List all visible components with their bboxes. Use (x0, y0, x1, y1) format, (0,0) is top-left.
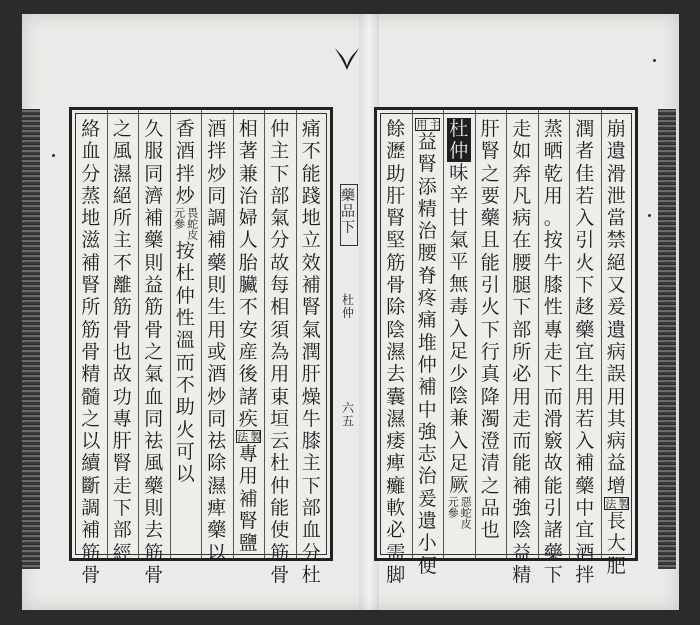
center-page-number: 六 五 (341, 401, 354, 428)
center-section: 杜 仲 (341, 293, 354, 320)
left-column-4: 酒 拌 炒 同 調 補 藥 則 生 用 或 酒 炒 同 祛 除 濕 痺 藥 以 (207, 118, 227, 564)
left-column-6: 久 服 同 濟 補 藥 則 益 筋 骨 之 氣 血 同 祛 風 藥 則 去 筋 骨 (144, 118, 164, 586)
right-column-2: 潤 者 佳 若 入 引 火 下 趍 藥 宜 生 用 若 入 補 藥 中 宜 酒 拌 (575, 118, 595, 586)
left-page-edge (22, 109, 40, 569)
right-column-7: 用 主 益 腎 添 精 治 腰 脊 疼 痛 堆 仲 補 中 強 志 治 爰 遺 小 便 (414, 119, 441, 577)
left-column-2: 仲 主 下 部 氣 分 故 每 相 須 為 用 東 垣 云 杜 仲 能 使 筋 骨 (270, 118, 290, 586)
left-column-5: 香 酒 拌 炒 元參 畏蛇皮 按 杜 仲 性 溫 而 不 助 火 可 以 (172, 118, 199, 486)
boxed-note: 法 製 (235, 431, 262, 443)
boxed-note: 法 製 (603, 498, 630, 510)
right-column-6: 杜 仲 味 辛 甘 氣 平 無 毒 入 足 少 陰 兼 入 足 厥 元參 惡蛇皮 (446, 118, 473, 530)
right-column-1: 崩 遺 滑 泄 當 禁 絕 又 爰 遺 病 誤 用 其 病 益 增 法 製 長 大 肥 (603, 118, 630, 577)
center-margin (338, 184, 358, 559)
right-page-edge (658, 109, 676, 569)
entry-heading: 杜 仲 (447, 118, 471, 162)
left-column-1: 痛 不 能 踐 地 立 效 補 腎 氣 潤 肝 燥 牛 膝 主 下 部 血 分 杜 (301, 118, 321, 586)
left-column-8: 絡 血 分 蒸 地 滋 補 腎 所 筋 骨 精 髓 之 以 續 斷 調 補 筋 骨 (81, 118, 101, 586)
left-column-7: 之 風 濕 絕 所 主 不 離 筋 骨 也 故 功 專 肝 腎 走 下 部 經 (112, 118, 132, 564)
fishtail-ornament-icon (332, 44, 362, 74)
right-column-5: 肝 腎 之 要 藥 且 能 引 火 下 行 真 降 濁 澄 清 之 品 也 (480, 118, 500, 542)
right-column-8: 餘 瀝 助 肝 腎 堅 筋 骨 除 陰 濕 去 囊 濕 痿 痺 癱 軟 必 需 脚 (386, 118, 406, 586)
right-column-3: 蒸 晒 乾 用 。 按 牛 膝 性 專 走 下 而 滑 竅 故 能 引 諸 藥 下 (543, 118, 563, 586)
right-text-frame (374, 107, 638, 586)
left-text-frame (69, 107, 333, 586)
interlinear-note: 元參 惡蛇皮 (446, 496, 473, 530)
boxed-note: 用 主 (414, 119, 441, 130)
book-spread (22, 14, 679, 610)
right-column-4: 走 如 奔 凡 病 在 腰 腿 下 部 所 必 用 走 而 能 補 強 陰 益 精 (512, 118, 532, 586)
center-title: 藥 品 下 (341, 188, 355, 236)
left-column-3: 相 著 兼 治 婦 人 胎 臟 不 安 産 後 諸 疾 法 製 專 用 補 腎 鹽 (235, 118, 262, 555)
interlinear-note: 元參 畏蛇皮 (172, 207, 199, 241)
